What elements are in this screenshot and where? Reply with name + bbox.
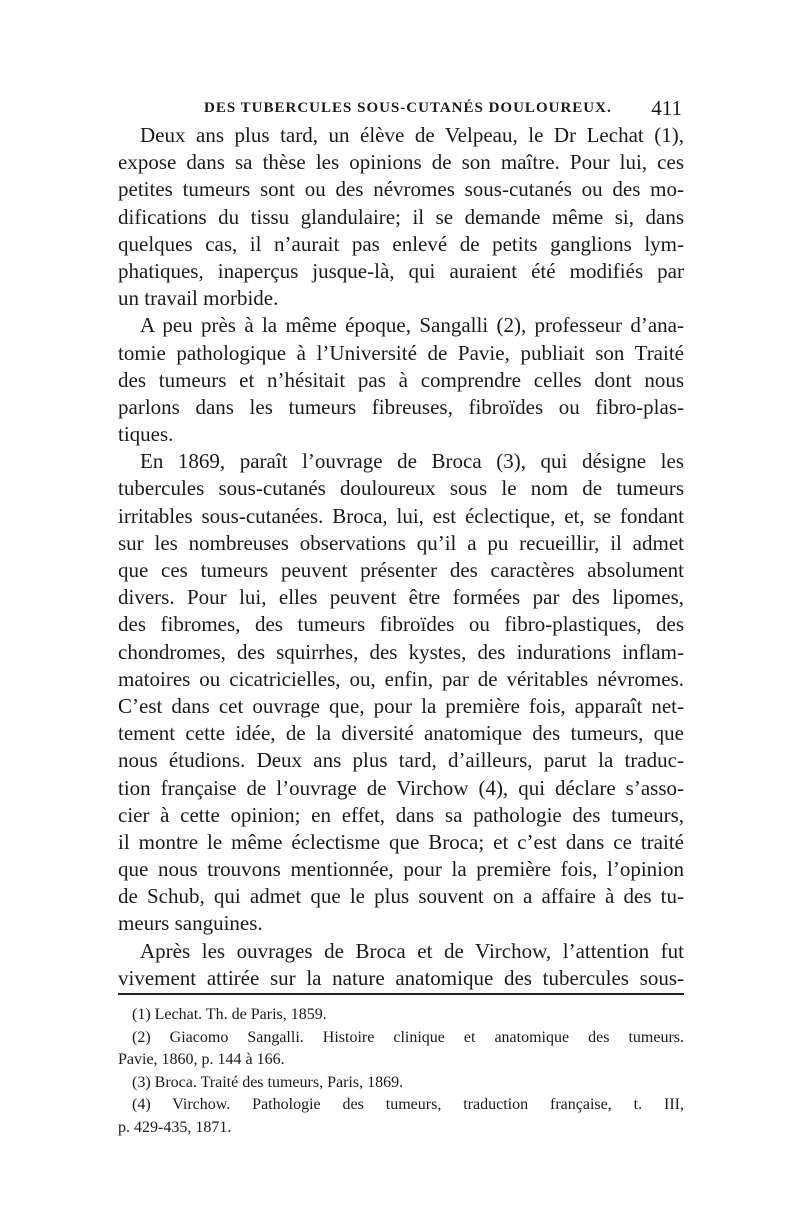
text-line: Deux ans plus tard, un élève de Velpeau, le Dr Lechat (1), [140,123,684,147]
text-line: phatiques, inaperçus jusque-là, qui auraient été modifiés par [118,258,684,283]
text-line: quelques cas, il n’aurait pas enlevé de petits ganglions lym- [118,231,684,256]
text-line: tubercules sous-cutanés douloureux sous le nom de tumeurs [118,476,684,501]
text-line: des tumeurs et n’hésitait pas à comprendre celles dont nous [118,367,684,392]
footnote-line: Pavie, 1860, p. 144 à 166. [118,1051,285,1069]
footnote-line: (1) Lechat. Th. de Paris, 1859. [132,1006,327,1023]
text-line: En 1869, paraît l’ouvrage de Broca (3), qui désigne les [140,449,684,474]
text-line: difications du tissu glandulaire; il se demande même si, dans [118,204,684,229]
text-line: tement cette idée, de la diversité anatomique des tumeurs, que [118,721,684,746]
footnote-line: (4) Virchow. Pathologie des tumeurs, traduction française, t. III, [132,1096,684,1114]
text-line: irritables sous-cutanées. Broca, lui, est éclectique, et, se fondant [118,503,684,528]
text-line: que ces tumeurs peuvent présenter des caractères absolument [118,558,684,582]
text-line: il montre le même éclectisme que Broca; et c’est dans ce traité [118,829,684,854]
text-line: A peu près à la même époque, Sangalli (2), professeur d’ana- [140,313,684,338]
body-text [118,122,684,992]
text-line: C’est dans cet ouvrage que, pour la première fois, apparaît net- [118,693,684,718]
text-line: que nous trouvons mentionnée, pour la première fois, l’opinion [118,857,684,882]
footnote-line: p. 429-435, 1871. [118,1118,232,1136]
text-line: tiques. [118,422,174,447]
text-line: parlons dans les tumeurs fibreuses, fibroïdes ou fibro-plas- [118,394,684,419]
text-line: expose dans sa thèse les opinions de son maître. Pour lui, ces [118,150,684,175]
running-title: DES TUBERCULES SOUS-CUTANÉS DOULOUREUX. [204,100,612,116]
text-line: sur les nombreuses observations qu’il a pu recueillir, il admet [118,530,684,555]
text-line: matoires ou cicatricielles, ou, enfin, par de véritables névromes. [118,666,684,691]
text-line: meurs sanguines. [118,911,263,936]
text-line: cier à cette opinion; en effet, dans sa pathologie des tumeurs, [118,802,684,827]
text-line: Après les ouvrages de Broca et de Virchow, l’attention fut [140,938,684,963]
text-line: un travail morbide. [118,286,279,311]
footnote-line: (3) Broca. Traité des tumeurs, Paris, 1869. [132,1073,404,1091]
text-line: nous étudions. Deux ans plus tard, d’ailleurs, parut la traduc- [118,748,684,773]
text-line: de Schub, qui admet que le plus souvent on a affaire à des tu- [118,884,684,909]
text-line: petites tumeurs sont ou des névromes sous-cutanés ou des mo- [118,177,684,202]
text-line: tomie pathologique à l’Université de Pavie, publiait son Traité [118,340,684,365]
text-line: tion française de l’ouvrage de Virchow (4), qui déclare s’asso- [118,775,684,800]
running-head [118,96,684,120]
page-number: 411 [651,96,682,120]
text-line: des fibromes, des tumeurs fibroïdes ou fibro-plastiques, des [118,612,684,637]
text-line: vivement attirée sur la nature anatomique des tubercules sous- [118,965,684,990]
footnotes [118,1004,684,1140]
footnote-rule [118,993,684,995]
footnote-line: (2) Giacomo Sangalli. Histoire clinique et anatomique des tumeurs. [132,1028,684,1046]
text-line: divers. Pour lui, elles peuvent être formées par des lipomes, [118,585,684,610]
text-line: chondromes, des squirrhes, des kystes, des indurations inflam- [118,639,684,664]
